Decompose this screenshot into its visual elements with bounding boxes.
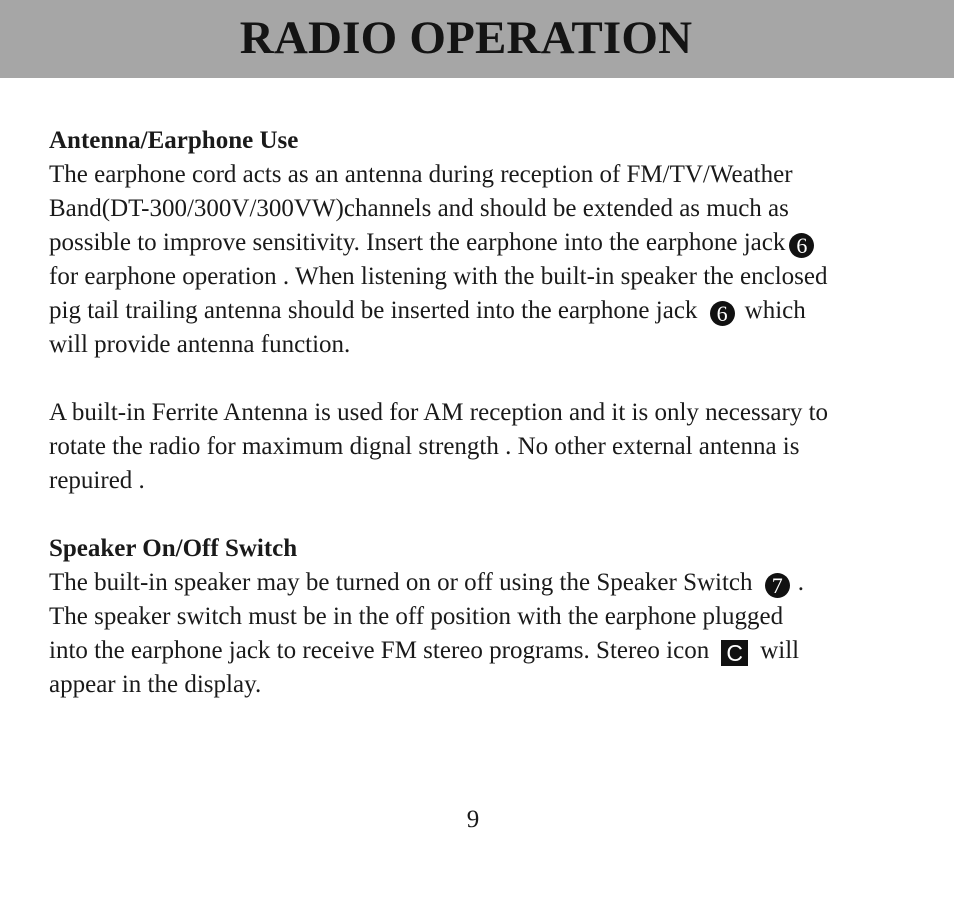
page-content	[49, 124, 929, 702]
antenna-line-3	[49, 226, 929, 260]
paragraph-gap-2	[49, 498, 929, 532]
speaker-line-3	[49, 634, 929, 668]
speaker-line-3-text: into the earphone jack to receive FM stereo programs. Stereo icon	[49, 637, 710, 664]
antenna-line-3-text: possible to improve sensitivity. Insert the earphone into the earphone jack	[49, 229, 786, 256]
antenna-line-5-text: pig tail trailing antenna should be inserted into the earphone jack	[49, 297, 698, 324]
section-heading-speaker: Speaker On/Off Switch	[49, 535, 298, 562]
page-title: RADIO OPERATION	[239, 12, 693, 64]
speaker-line-2: The speaker switch must be in the off position with the earphone plugged	[49, 603, 784, 630]
page-header	[0, 0, 954, 78]
ferrite-line-2: rotate the radio for maximum dignal strength . No other external antenna is	[49, 433, 800, 460]
stereo-icon: C	[721, 640, 748, 666]
earphone-jack-callout-icon-2: 6	[710, 301, 735, 326]
page-number: 9	[466, 806, 480, 833]
ferrite-line-3: repuired .	[49, 467, 145, 494]
speaker-line-3-tail: will	[760, 637, 800, 664]
antenna-line-6: will provide antenna function.	[49, 331, 351, 358]
antenna-line-5	[49, 294, 929, 328]
speaker-line-1-text: The built-in speaker may be turned on or off using the Speaker Switch	[49, 569, 753, 596]
section-heading-antenna: Antenna/Earphone Use	[49, 127, 299, 154]
paragraph-gap	[49, 362, 929, 396]
ferrite-line-1: A built-in Ferrite Antenna is used for AM reception and it is only necessary to	[49, 399, 829, 426]
antenna-line-2: Band(DT-300/300V/300VW)channels and should be extended as much as	[49, 195, 789, 222]
antenna-line-1: The earphone cord acts as an antenna during reception of FM/TV/Weather	[49, 161, 793, 188]
earphone-jack-callout-icon: 6	[789, 233, 814, 258]
speaker-line-4: appear in the display.	[49, 671, 262, 698]
speaker-switch-callout-icon: 7	[765, 573, 790, 598]
speaker-line-1-tail: .	[797, 569, 805, 596]
speaker-line-1	[49, 566, 929, 600]
antenna-line-5-tail: which	[744, 297, 806, 324]
antenna-line-4: for earphone operation . When listening with the built-in speaker the enclosed	[49, 263, 828, 290]
